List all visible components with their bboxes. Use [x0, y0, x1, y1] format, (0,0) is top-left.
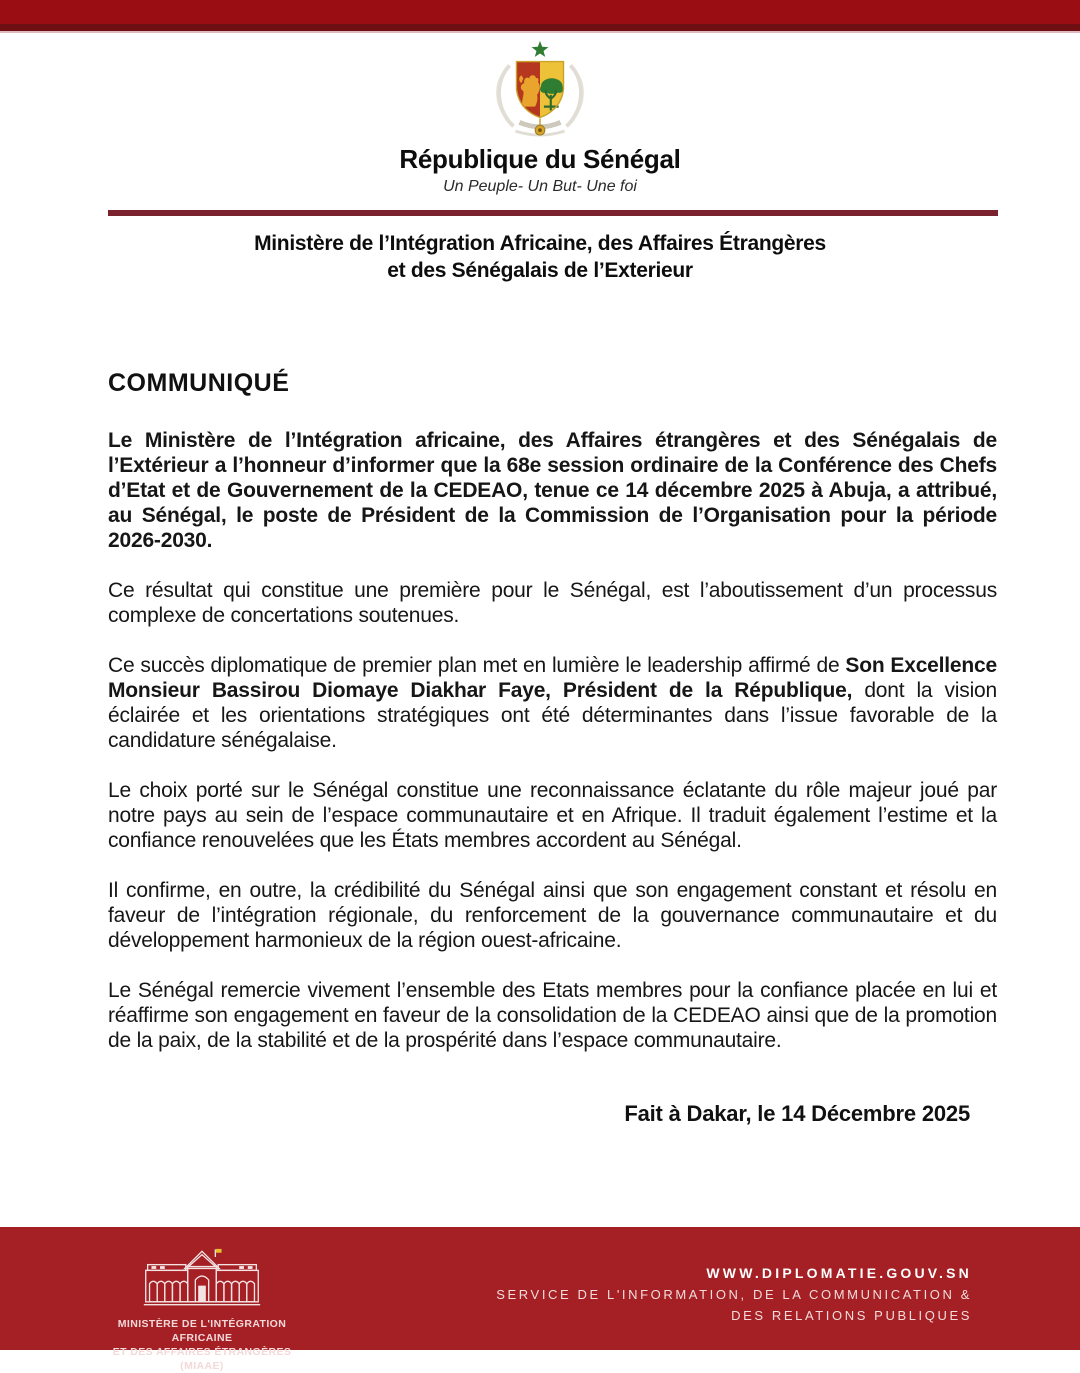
republic-title: République du Sénégal [399, 144, 681, 174]
top-border-strip-pink [0, 31, 1080, 33]
paragraph: Le choix porté sur le Sénégal constitue une reconnaissance éclatante du rôle majeur joué par notre pays au sein de l’espace communautaire et en Afrique. Il traduit également l’estime et la confiance renouvelées que les États membres accordent au Sénégal. [108, 779, 997, 852]
document-header [0, 40, 1080, 196]
ministry-building-icon [106, 1247, 298, 1314]
footer-band [0, 1227, 1080, 1372]
paragraph: Le Ministère de l’Intégration africaine, des Affaires étrangères et des Sénégalais de l’Extérieur a l’honneur d’informer que la 68e session ordinaire de la Conférence des Chefs d’Etat et de Gouvernement de la CEDEAO, tenue ce 14 décembre 2025 à Abuja, a attribué, au Sénégal, le poste de Président de la Commission de l’Organisation pour la période 2026-2030. [108, 429, 997, 552]
paragraph: Il confirme, en outre, la crédibilité du Sénégal ainsi que son engagement constant et résolu en faveur de l’intégration régionale, du renforcement de la gouvernance communautaire et du développement harmonieux de la région ouest-africaine. [108, 879, 997, 952]
footer-website: WWW.DIPLOMATIE.GOUV.SN [706, 1265, 972, 1281]
paragraph: Le Sénégal remercie vivement l’ensemble des Etats membres pour la confiance placée en lui et réaffirme son engagement en faveur de la consolidation de la CEDEAO ainsi que de la promotion de la paix, de la stabilité et de la prospérité dans l’espace communautaire. [108, 979, 997, 1052]
footer-service-line2: DES RELATIONS PUBLIQUES [731, 1308, 972, 1323]
ministry-name-line1: Ministère de l’Intégration Africaine, des Affaires Étrangères [254, 232, 826, 255]
top-border-strip [0, 0, 1080, 24]
green-star [532, 41, 549, 57]
maroon-divider [108, 210, 998, 216]
footer-contact-block [496, 1263, 972, 1326]
senegal-coat-of-arms-icon [0, 40, 1080, 143]
ministry-name [0, 230, 1080, 284]
paragraph: Ce résultat qui constitue une première pour le Sénégal, est l’aboutissement d’un processus complexe de concertations soutenues. [108, 579, 997, 627]
communique-heading: COMMUNIQUÉ [108, 369, 290, 397]
ministry-name-line2: et des Sénégalais de l’Exterieur [387, 259, 693, 282]
dateline: Fait à Dakar, le 14 Décembre 2025 [624, 1101, 970, 1126]
paragraph: Ce succès diplomatique de premier plan met en lumière le leadership affirmé de Son Excellence Monsieur Bassirou Diomaye Diakhar Faye, Président de la République, dont la vision éclairée et les orientations stratégiques ont été déterminantes dans l’issue favorable de la candidature sénégalaise. [108, 654, 997, 752]
footer-ministry-caption-line1: MINISTÈRE DE L'INTÉGRATION AFRICAINE [117, 1318, 287, 1344]
top-border-strip-dark [0, 24, 1080, 31]
paragraphs [108, 428, 997, 1053]
footer-ministry-caption-line2: ET DES AFFAIRES ÉTRANGÈRES (MIAAE) [112, 1346, 292, 1372]
national-motto: Un Peuple- Un But- Une foi [443, 178, 637, 195]
footer-service-line1: SERVICE DE L'INFORMATION, DE LA COMMUNICATION & [496, 1287, 972, 1302]
communique-body [108, 368, 997, 1127]
footer-logo-block [106, 1247, 298, 1373]
